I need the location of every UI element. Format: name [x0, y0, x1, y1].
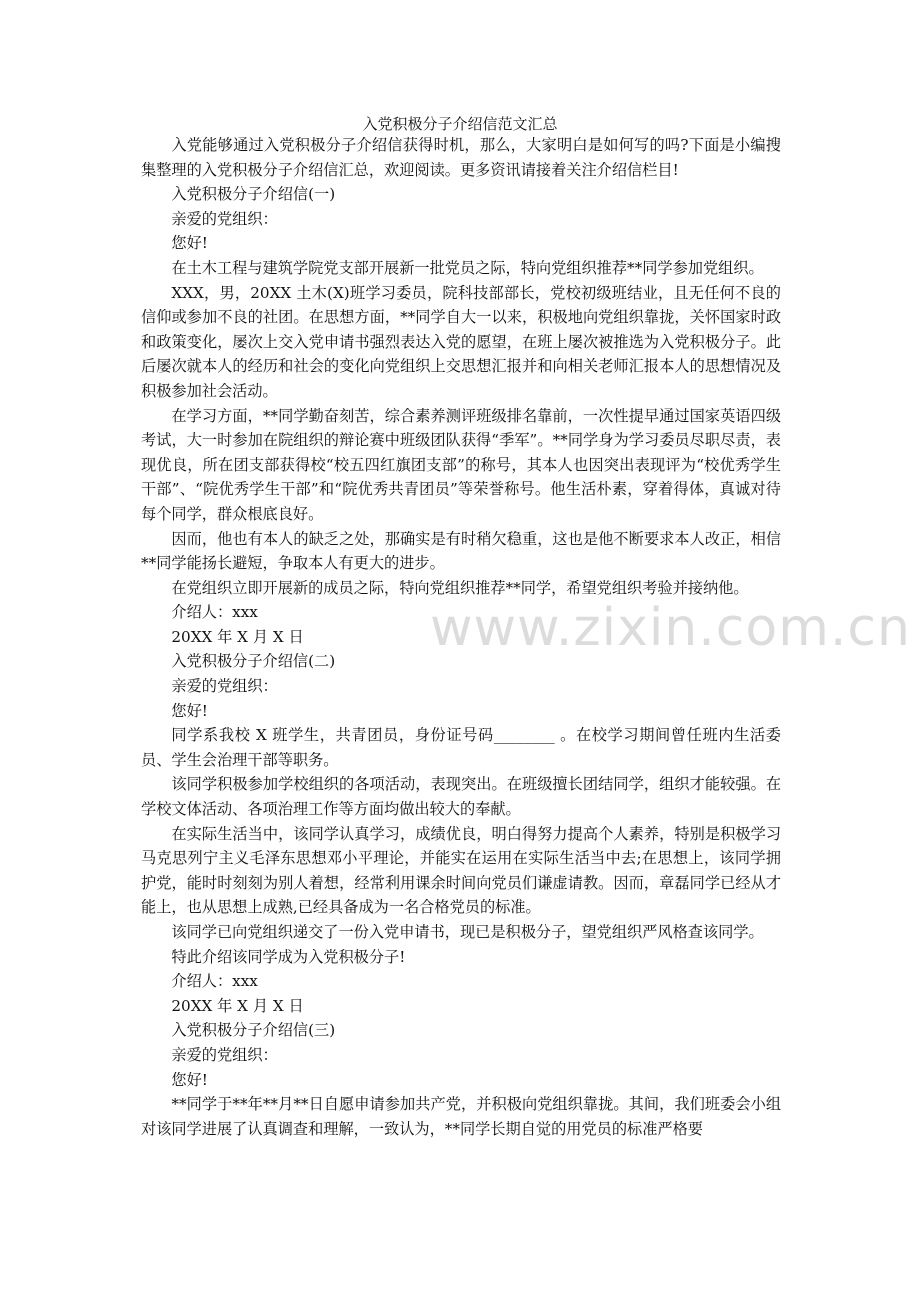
watermark: www.zixin.com.cn	[430, 598, 911, 658]
salutation: 亲爱的党组织：	[171, 209, 278, 228]
paragraph: 同学系我校 X 班学生，共青团员，身份证号码________ 。在校学习期间曾任班内生活委员、学生会治理干部等职务。	[141, 726, 781, 769]
greeting: 您好!	[171, 701, 208, 720]
signature-introducer: 介绍人：xxx	[171, 972, 258, 991]
salutation: 亲爱的党组织：	[171, 1045, 278, 1064]
paragraph: 入党能够通过入党积极分子介绍信获得时机，那么，大家明白是如何写的吗?下面是小编搜集整理的入党积极分子介绍信汇总，欢迎阅读。更多资讯请接着关注介绍信栏目!	[141, 136, 781, 179]
signature-date: 20XX 年 X 月 X 日	[171, 996, 304, 1015]
greeting: 您好!	[171, 234, 208, 253]
document-body	[141, 133, 781, 1141]
signature-date: 20XX 年 X 月 X 日	[171, 627, 304, 646]
paragraph: 在实际生活当中，该同学认真学习，成绩优良，明白得努力提高个人素养，特别是积极学习马克思列宁主义毛泽东思想邓小平理论，并能实在运用在实际生活当中去;在思想上，该同学拥护党，能时时刻刻为别人着想，经常利用课余时间向党员们谦虚请教。因而，章磊同学已经从才能上，也从思想上成熟,已经具备成为一名合格党员的标准。	[141, 824, 781, 917]
document-title: 入党积极分子介绍信范文汇总	[362, 115, 558, 133]
paragraph: 因而，他也有本人的缺乏之处，那确实是有时稍欠稳重，这也是他不断要求本人改正，相信**同学能扬长避短，争取本人有更大的进步。	[141, 529, 781, 573]
section-heading: 入党积极分子介绍信(一)	[171, 185, 336, 204]
paragraph: XXX，男，20XX 土木(X)班学习委员，院科技部部长，党校初级班结业，且无任何不良的信仰或参加不良的社团。在思想方面，**同学自大一以来，积极地向党组织靠拢，关怀国家时政和政策变化，屡次上交入党申请书强烈表达入党的愿望，在班上屡次被推选为入党积极分子。此后屡次就本人的经历和社会的变化向党组织上交思想汇报并和向相关老师汇报本人的思想情况及积极参加社会活动。	[141, 283, 781, 400]
paragraph: 该同学已向党组织递交了一份入党申请书，现已是积极分子，望党组织严风格查该同学。	[171, 923, 764, 941]
section-heading: 入党积极分子介绍信(三)	[171, 1021, 336, 1040]
paragraph: 特此介绍该同学成为入党积极分子!	[171, 947, 406, 966]
signature-introducer: 介绍人：xxx	[171, 603, 258, 622]
paragraph: 该同学积极参加学校组织的各项活动，表现突出。在班级擅长团结同学，组织才能较强。在学校文体活动、各项治理工作等方面均做出较大的奉献。	[141, 775, 781, 819]
greeting: 您好!	[171, 1070, 208, 1089]
paragraph: 在土木工程与建筑学院党支部开展新一批党员之际，特向党组织推荐**同学参加党组织。	[171, 258, 764, 277]
paragraph: 在党组织立即开展新的成员之际，特向党组织推荐**同学，希望党组织考验并接纳他。	[171, 578, 749, 597]
section-heading: 入党积极分子介绍信(二)	[171, 652, 336, 671]
paragraph: 在学习方面，**同学勤奋刻苦，综合素养测评班级排名靠前，一次性提早通过国家英语四级考试，大一时参加在院组织的辩论赛中班级团队获得“季军”。**同学身为学习委员尽职尽责，表现优良，所在团支部获得校“校五四红旗团支部”的称号，其本人也因突出表现评为“校优秀学生干部”、“院优秀学生干部”和“院优秀共青团员”等荣誉称号。他生活朴素，穿着得体，真诚对待每个同学，群众根底良好。	[141, 406, 781, 523]
paragraph: **同学于**年**月**日自愿申请参加共产党，并积极向党组织靠拢。其间，我们班委会小组对该同学进展了认真调查和理解，一致认为，**同学长期自觉的用党员的标准严格要	[141, 1095, 781, 1138]
salutation: 亲爱的党组织：	[171, 677, 278, 696]
